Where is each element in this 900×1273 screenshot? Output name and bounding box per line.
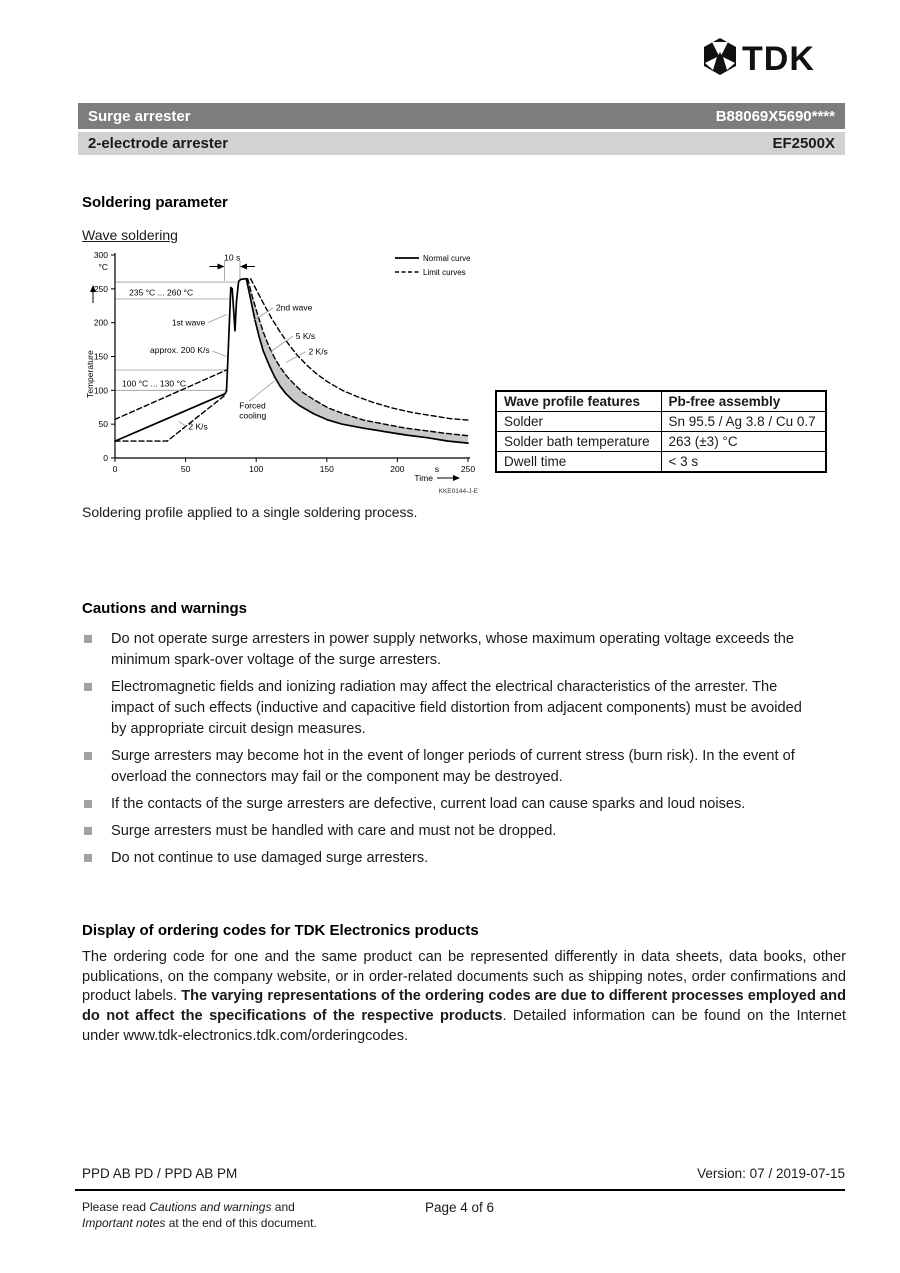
table-row (496, 412, 826, 432)
list-item-text: Electromagnetic fields and ionizing radiation may affect the electrical characteristics of the arrester. The impact of such effects (inductive and capacitive field distortion from adjacent components) must be avoided by appropriate circuit design measures. (111, 679, 802, 737)
svg-text:300: 300 (93, 249, 108, 260)
note-segment: Important notes (82, 1216, 166, 1230)
table-row (496, 432, 826, 452)
paragraph-segment: The ordering code for one and the same product can be represented differently in data sheets, data books, other publications, on the company website, or in order-related documents such as shipping notes, order confirmations and product labels. (82, 949, 846, 1005)
footer-version: Version: 07 / 2019-07-15 (697, 1166, 845, 1181)
ordering-code: B88069X5690**** (715, 107, 835, 125)
bullet-square-icon (84, 800, 92, 808)
svg-text:0: 0 (112, 464, 118, 474)
note-segment: Cautions and warnings (149, 1200, 272, 1214)
svg-text:50: 50 (98, 419, 108, 430)
svg-text:Time: Time (414, 473, 433, 483)
svg-text:°C: °C (98, 261, 108, 272)
list-item-text: If the contacts of the surge arresters are defective, current load can cause sparks and loud noises. (111, 796, 746, 812)
svg-text:5 K/s: 5 K/s (295, 330, 316, 341)
list-item (84, 746, 814, 788)
svg-text:2 K/s: 2 K/s (308, 346, 328, 357)
wave-soldering-chart (85, 248, 485, 503)
list-item (84, 677, 814, 740)
table-row (496, 452, 826, 473)
table-header-cell: Wave profile features (496, 391, 661, 412)
list-item (84, 629, 814, 671)
tdk-logo (700, 36, 840, 83)
footer-meta-row (82, 1166, 845, 1181)
bullet-square-icon (84, 752, 92, 760)
footer-department: PPD AB PD / PPD AB PM (82, 1166, 238, 1181)
svg-text:approx. 200 K/s: approx. 200 K/s (150, 345, 210, 356)
table-cell: Sn 95.5 / Ag 3.8 / Cu 0.7 (661, 412, 826, 432)
svg-text:KKE0144-J-E: KKE0144-J-E (438, 488, 478, 495)
table-cell: Solder bath temperature (496, 432, 661, 452)
note-segment: at the end of this document. (165, 1216, 317, 1230)
svg-text:200: 200 (390, 464, 405, 474)
header-bar-type (78, 132, 845, 155)
paragraph-segment: The varying representations of the ordering codes are due to different processes employed and do not affect the specifications of the respective products (82, 988, 846, 1025)
svg-text:Forcedcooling: Forced cooling (239, 400, 267, 421)
ordering-paragraph (82, 948, 846, 1047)
list-item (84, 794, 814, 815)
note-segment: Please read (82, 1200, 150, 1214)
chart-caption: Soldering profile applied to a single soldering process. (82, 504, 418, 520)
type-code: EF2500X (772, 135, 835, 152)
svg-text:150: 150 (93, 351, 108, 362)
subheading-wave-soldering: Wave soldering (82, 227, 178, 243)
svg-text:2nd wave: 2nd wave (275, 302, 313, 313)
bullet-square-icon (84, 683, 92, 691)
svg-text:235 °C ... 260 °C: 235 °C ... 260 °C (129, 287, 194, 298)
wave-profile-table (495, 390, 827, 473)
product-type: 2-electrode arrester (88, 135, 229, 152)
svg-text:100 °C ... 130 °C: 100 °C ... 130 °C (122, 378, 187, 389)
table-cell: < 3 s (661, 452, 826, 473)
list-item-text: Surge arresters may become hot in the event of longer periods of current stress (burn risk). In the event of overload the connectors may fail or the component may be destroyed. (111, 748, 795, 785)
product-family: Surge arrester (88, 107, 191, 125)
svg-text:Limit curves: Limit curves (423, 268, 466, 277)
section-heading-cautions: Cautions and warnings (82, 600, 248, 617)
tdk-emblem-icon (704, 38, 736, 75)
svg-text:2 K/s: 2 K/s (188, 421, 208, 432)
svg-text:10 s: 10 s (224, 252, 241, 263)
footer-note-line1 (82, 1199, 317, 1215)
footer-note (82, 1199, 317, 1231)
list-item-text: Do not operate surge arresters in power supply networks, whose maximum operating voltage exceeds the minimum spark-over voltage of the surge arresters. (111, 631, 795, 668)
svg-text:s: s (434, 464, 440, 474)
bullet-square-icon (84, 854, 92, 862)
bullet-square-icon (84, 827, 92, 835)
header-bar-product (78, 103, 845, 129)
svg-text:200: 200 (93, 317, 108, 328)
svg-text:150: 150 (319, 464, 334, 474)
svg-text:250: 250 (93, 283, 108, 294)
table-header-row (496, 391, 826, 412)
svg-text:100: 100 (249, 464, 264, 474)
bullet-square-icon (84, 635, 92, 643)
svg-text:50: 50 (180, 464, 191, 474)
footer-note-line2 (82, 1215, 317, 1231)
page-number: Page 4 of 6 (425, 1200, 495, 1215)
list-item (84, 848, 814, 869)
cautions-list (84, 629, 814, 875)
svg-text:Temperature: Temperature (85, 350, 95, 398)
table-header-cell: Pb-free assembly (661, 391, 826, 412)
list-item-text: Do not continue to use damaged surge arresters. (111, 850, 429, 866)
table-cell: 263 (±3) °C (661, 432, 826, 452)
svg-text:1st wave: 1st wave (171, 317, 206, 328)
section-heading-ordering: Display of ordering codes for TDK Electronics products (82, 922, 479, 939)
list-item (84, 821, 814, 842)
svg-text:0: 0 (103, 453, 108, 463)
svg-text:250: 250 (460, 464, 476, 474)
tdk-logo-text: TDK (742, 40, 815, 78)
footer-divider (75, 1189, 845, 1191)
table-cell: Dwell time (496, 452, 661, 473)
paragraph-segment: . Detailed information can be found on the Internet under www.tdk-electronics.tdk.com/orderingcodes. (82, 1008, 846, 1044)
svg-text:Normal curve: Normal curve (423, 254, 471, 263)
section-heading-soldering: Soldering parameter (82, 194, 228, 211)
table-cell: Solder (496, 412, 661, 432)
list-item-text: Surge arresters must be handled with care and must not be dropped. (111, 823, 557, 839)
svg-text:100: 100 (93, 385, 108, 396)
note-segment: and (271, 1200, 295, 1214)
